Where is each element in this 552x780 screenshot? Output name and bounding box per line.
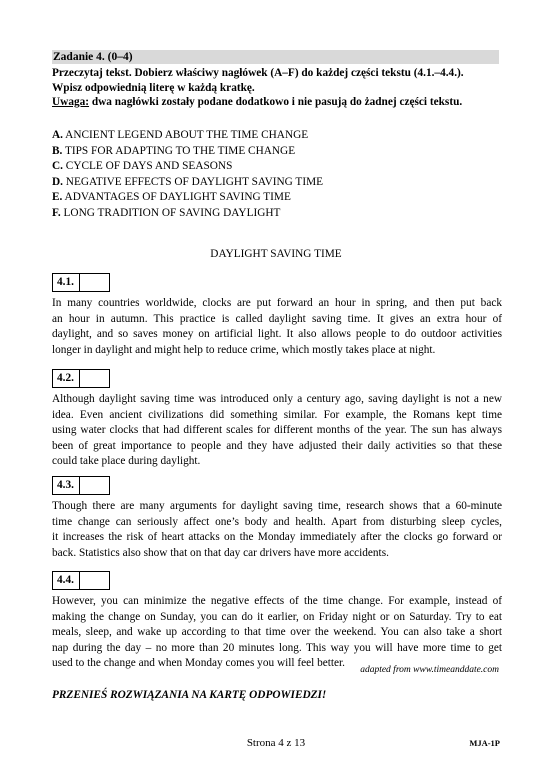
section-4-4-text bbox=[52, 594, 502, 672]
text-line: daylight, and so saves money on artificial light. It also allows people to do outdoor activities bbox=[52, 328, 502, 341]
note-label: Uwaga: bbox=[52, 96, 90, 108]
text-line: could take place during daylight. bbox=[52, 455, 201, 468]
source-attribution: adapted from www.timeanddate.com bbox=[360, 665, 499, 675]
text-line: idea. Even ancient civilizations did something similar. For example, the Romans kept time bbox=[52, 408, 502, 421]
page-number: Strona 4 z 13 bbox=[246, 737, 306, 749]
text-line: used to the change and when Monday comes you will feel better. bbox=[52, 657, 346, 670]
answer-box-4-2 bbox=[52, 369, 110, 388]
text-line: Although daylight saving time was introduced only a century ago, saving daylight is not a new bbox=[52, 393, 502, 405]
text-line: back. Statistics also show that on that day car drivers have more accidents. bbox=[52, 546, 389, 559]
option-c bbox=[52, 159, 502, 175]
text-line: an hour in autumn. This practice is called daylight saving time. It gives an extra hour of bbox=[52, 312, 502, 325]
exam-code: MJA-1P bbox=[469, 738, 500, 748]
text-line: nap during the day – no more than 20 minutes long. This way you will have more time to get bbox=[52, 641, 502, 654]
text-line: been of great importance to people and they have adjusted their daily activities so that these bbox=[52, 439, 502, 452]
instruction-note bbox=[52, 95, 502, 110]
answer-box-label: 4.3. bbox=[53, 477, 80, 494]
article-title: DAYLIGHT SAVING TIME bbox=[210, 248, 342, 260]
answer-input-4-1[interactable] bbox=[80, 274, 109, 291]
answer-box-4-1 bbox=[52, 273, 110, 292]
answer-input-4-2[interactable] bbox=[80, 370, 109, 387]
task-header: Zadanie 4. (0–4) bbox=[52, 50, 499, 64]
heading-options-list bbox=[52, 128, 502, 221]
answer-box-label: 4.2. bbox=[53, 370, 80, 387]
text-line: it increases the risk of heart attacks on the Monday immediately after the clocks go forward or bbox=[52, 531, 502, 544]
option-f bbox=[52, 206, 502, 222]
section-4-3-text bbox=[52, 499, 502, 561]
text-line: time change can seriously affect one’s body and health. Apart from disturbing sleep cycles, bbox=[52, 515, 502, 528]
text-line: Though there are many arguments for daylight saving time, research shows that a 60-minute bbox=[52, 500, 502, 512]
option-text: LONG TRADITION OF SAVING DAYLIGHT bbox=[60, 206, 281, 219]
option-letter: B. bbox=[52, 144, 63, 157]
instruction-line: Wpisz odpowiednią literę w każdą kratkę. bbox=[52, 81, 255, 94]
text-line: longer in daylight and might help to reduce crime, which mostly takes place at night. bbox=[52, 343, 436, 356]
task-instructions bbox=[52, 66, 502, 110]
option-letter: A. bbox=[52, 129, 63, 141]
answer-box-4-4 bbox=[52, 571, 110, 590]
option-d bbox=[52, 175, 502, 191]
option-letter: D. bbox=[52, 175, 63, 188]
section-4-1-text bbox=[52, 296, 502, 358]
option-letter: F. bbox=[52, 206, 61, 219]
option-text: ADVANTAGES OF DAYLIGHT SAVING TIME bbox=[62, 191, 291, 203]
answer-box-label: 4.1. bbox=[53, 274, 80, 291]
answer-input-4-4[interactable] bbox=[80, 572, 109, 589]
text-line: meals, sleep, and wake up according to that time over the weekend. You can also take a short bbox=[52, 626, 502, 639]
option-text: ANCIENT LEGEND ABOUT THE TIME CHANGE bbox=[62, 129, 309, 141]
transfer-answers-note: PRZENIEŚ ROZWIĄZANIA NA KARTĘ ODPOWIEDZI! bbox=[52, 689, 327, 701]
option-letter: E. bbox=[52, 191, 63, 203]
text-line: making the change on Sunday, you can do it earlier, on Friday night or on Saturday. Try to eat bbox=[52, 610, 502, 623]
answer-box-label: 4.4. bbox=[53, 572, 80, 589]
option-text: NEGATIVE EFFECTS OF DAYLIGHT SAVING TIME bbox=[62, 175, 324, 188]
text-line: using water clocks that had different scales for different months of the year. The sun has always bbox=[52, 424, 502, 437]
text-line: In many countries worldwide, clocks are put forward an hour in spring, and then put back bbox=[52, 297, 502, 309]
section-4-2-text bbox=[52, 392, 502, 470]
option-a bbox=[52, 128, 502, 144]
option-text: TIPS FOR ADAPTING TO THE TIME CHANGE bbox=[62, 144, 296, 157]
option-e bbox=[52, 190, 502, 206]
option-text: CYCLE OF DAYS AND SEASONS bbox=[62, 160, 233, 172]
text-line: However, you can minimize the negative effects of the time change. For example, instead of bbox=[52, 595, 502, 607]
answer-box-4-3 bbox=[52, 476, 110, 495]
note-text: dwa nagłówki zostały podane dodatkowo i nie pasują do żadnej części tekstu. bbox=[89, 96, 463, 108]
option-b bbox=[52, 144, 502, 160]
instruction-line: Przeczytaj tekst. Dobierz właściwy nagłówek (A–F) do każdej części tekstu (4.1.–4.4.). bbox=[52, 67, 464, 79]
answer-input-4-3[interactable] bbox=[80, 477, 109, 494]
option-letter: C. bbox=[52, 160, 63, 172]
